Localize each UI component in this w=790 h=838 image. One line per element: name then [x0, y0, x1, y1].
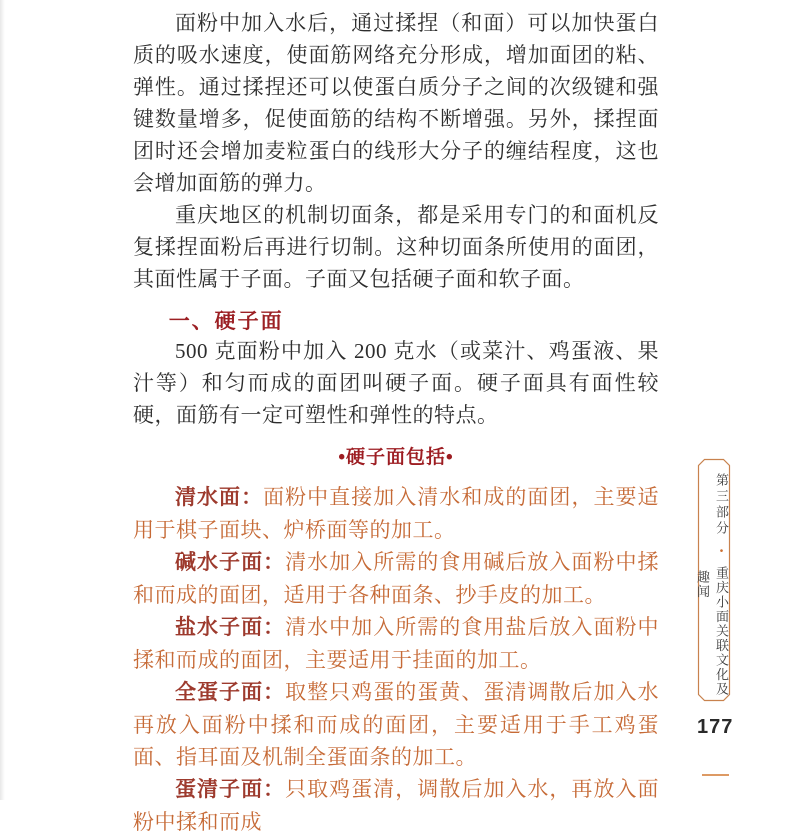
- main-text-column: [133, 7, 659, 838]
- list-item-term: 蛋清子面：: [175, 778, 286, 801]
- chapter-sidebar-tab: [697, 458, 731, 702]
- list-item: [133, 611, 659, 676]
- list-item: [133, 676, 659, 773]
- list-item-desc: 面粉中直接加入清水和成的面团，主要适用于棋子面块、炉桥面等的加工。: [133, 485, 660, 542]
- list-item-term: 盐水子面：: [175, 616, 286, 639]
- page-number-rule: [702, 774, 729, 776]
- page-number: 177: [697, 716, 734, 738]
- list-item-term: 清水面：: [175, 486, 264, 509]
- sidebar-chapter-title: 重庆小面关联文化及趣闻: [695, 565, 729, 697]
- list-item-term: 全蛋子面：: [175, 681, 286, 704]
- list-item-desc: 清水中加入所需的食用盐后放入面粉中揉和而成的面团，主要适用于挂面的加工。: [133, 615, 660, 672]
- scanned-page-edge: [0, 0, 5, 800]
- list-item-desc: 取整只鸡蛋的蛋黄、蛋清调散后加入水再放入面粉中揉和而成的面团，主要适用于手工鸡蛋面、指耳面及机制全蛋面条的加工。: [133, 680, 660, 769]
- sub-heading: •硬子面包括•: [338, 447, 454, 468]
- body-paragraph: 面粉中加入水后，通过揉捏（和面）可以加快蛋白质的吸水速度，使面筋网络充分形成，增加面团的粘、弹性。通过揉捏还可以使蛋白质分子之间的次级键和强键数量增多，促使面筋的结构不断增强。另外，揉捏面团时还会增加麦粒蛋白的线形大分子的缠结程度，这也会增加面筋的弹力。: [133, 11, 659, 195]
- list-item: [133, 481, 659, 546]
- sidebar-dot-icon: •: [716, 545, 727, 557]
- list-item-term: 碱水子面：: [175, 551, 286, 574]
- body-paragraph: 500 克面粉中加入 200 克水（或菜汁、鸡蛋液、果汁等）和匀而成的面团叫硬子面。硬子面具有面性较硬，面筋有一定可塑性和弹性的特点。: [133, 339, 659, 427]
- section-heading: 一、硬子面: [168, 309, 284, 333]
- body-paragraph: 重庆地区的机制切面条，都是采用专门的和面机反复揉捏面粉后再进行切制。这种切面条所使用的面团，其面性属于子面。子面又包括硬子面和软子面。: [133, 203, 659, 291]
- list-item-desc: 清水加入所需的食用碱后放入面粉中揉和而成的面团，适用于各种面条、抄手皮的加工。: [133, 550, 660, 607]
- list-item: [133, 773, 659, 838]
- list-item-desc: 只取鸡蛋清，调散后加入水，再放入面粉中揉和而成: [133, 777, 660, 834]
- sidebar-part-label: 第三部分: [714, 472, 729, 537]
- sidebar-vertical-text: [697, 458, 731, 702]
- list-item: [133, 546, 659, 611]
